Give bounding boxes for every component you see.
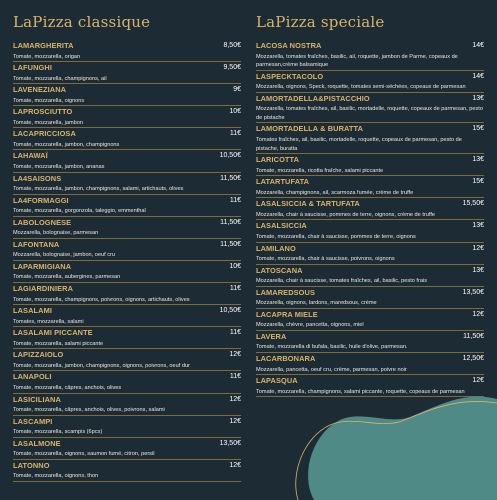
pizza-price: 13€ [472, 266, 484, 274]
pizza-price: 14€ [472, 72, 484, 80]
menu-item [13, 195, 241, 217]
pizza-price: 10€ [229, 262, 241, 270]
menu-item-header [256, 123, 484, 135]
pizza-price: 9,50€ [223, 64, 241, 72]
pizza-name: LAMORTADELLA & BURATTA [256, 124, 364, 134]
pizza-ingredients: Tomate, mozzarella, jambon [13, 119, 83, 126]
menu-item-header [13, 460, 241, 472]
pizza-price: 13€ [472, 94, 484, 102]
pizza-price: 11,50€ [463, 332, 484, 340]
pizza-price: 10€ [229, 108, 241, 116]
pizza-ingredients: Tomate, mozzarella, chair à saucisse, pommes de terre, oignons [256, 233, 416, 240]
menu-item-header [13, 416, 241, 428]
pizza-name: LASCAMPI [13, 416, 53, 426]
pizza-ingredients: Mozzarella, tomates fraîches, ail, basilic, mortadelle, roquette, copeaux de parmesan, pesto de pistache [256, 106, 483, 121]
pizza-name: LASALSICCIA [256, 221, 307, 231]
pizza-name: LAPASQUA [256, 376, 298, 386]
menu-item-header [13, 394, 241, 406]
pizza-name: LAPARMIGIANA [13, 261, 72, 271]
classique-list [13, 40, 241, 482]
menu-item [13, 150, 241, 172]
menu-item-header [13, 217, 241, 229]
menu-item-header [13, 305, 241, 317]
pizza-ingredients: Mozzarella, oignons, Speck, roquette, tomates semi-séchées, copeaux de parmesan [256, 84, 466, 91]
menu-item-header [256, 265, 484, 277]
menu-item-header [13, 128, 241, 140]
pizza-name: LAMAREDSOUS [256, 287, 315, 297]
menu-item [13, 416, 241, 438]
menu-item-header [13, 283, 241, 295]
pizza-name: LAGIARDINIERA [13, 284, 74, 294]
pizza-ingredients: Tomate, mozzarella, jambon, champignons, oignons, poivrons, oeuf dur [13, 362, 190, 369]
pizza-price: 13,50€ [462, 288, 484, 296]
menu-item [256, 198, 484, 220]
pizza-ingredients: Tomate, mozzarella, scampis (6pcs) [13, 429, 103, 436]
pizza-price: 12€ [229, 351, 241, 359]
pizza-ingredients: Mozzarella, chèvre, pancetta, oignons, miel [256, 322, 364, 329]
menu-item-header [13, 438, 241, 450]
pizza-ingredients: Tomate, mozzarella, champignons, salami piccante, roquette, copeaux de parmesan [256, 388, 465, 395]
pizza-name: LAVERA [256, 331, 287, 341]
pizza-ingredients: Mozzarella, bolognaise, jambon, oeuf cru [13, 252, 115, 259]
menu-item [13, 283, 241, 305]
pizza-name: LAMARGHERITA [13, 41, 74, 50]
menu-item [256, 93, 484, 124]
menu-item [256, 154, 484, 176]
pizza-ingredients: Tomate, mozzarella, aubergines, parmesan [13, 274, 121, 281]
menu-item-header [256, 198, 484, 210]
menu-item-header [13, 371, 241, 383]
pizza-ingredients: Mozzarella, chair à saucisse, pommes de terre, oignons, crème de truffe [256, 211, 435, 218]
menu-item-header [256, 243, 484, 255]
pizza-name: LACOSA NOSTRA [256, 41, 322, 50]
pizza-ingredients: Tomate, mozzarella, oignons [13, 97, 85, 104]
pizza-name: LASALAMI PICCANTE [13, 328, 93, 338]
menu-item [13, 438, 241, 460]
pizza-name: LATONNO [13, 460, 50, 470]
pizza-name: LATARTUFATA [256, 177, 310, 187]
menu-item-header [13, 173, 241, 185]
menu-item [13, 40, 241, 62]
pizza-ingredients: Tomate, mozzarella, oignons, thon [13, 473, 99, 480]
pizza-price: 10,50€ [219, 307, 241, 315]
menu-item-header [13, 349, 241, 361]
pizza-name: LAHAWAÏ [13, 151, 48, 161]
pizza-ingredients: Mozzarella, pancetta, oeuf cru, crème, parmesan, poivre noir [256, 366, 407, 373]
pizza-ingredients: Tomate, mozzarella, champignons, poivrons, oignons, artichauts, olives [13, 296, 190, 303]
decorative-wave-shape [250, 395, 497, 500]
pizza-price: 8,50€ [223, 42, 241, 49]
menu-item-header [13, 195, 241, 207]
pizza-ingredients: Tomate, mozzarella, câpres, anchois, olives, poivrons, salami [13, 407, 165, 413]
pizza-ingredients: Mozzarella, bolognaise, parmesan [13, 230, 99, 237]
pizza-price: 9€ [233, 86, 241, 94]
pizza-price: 13,50€ [219, 439, 241, 447]
classique-column [13, 12, 241, 482]
menu-item-header [256, 375, 484, 387]
pizza-name: LARICOTTA [256, 155, 300, 165]
classique-title: LaPizza classique [13, 13, 151, 31]
pizza-price: 12€ [472, 377, 484, 385]
pizza-price: 12,50€ [462, 355, 484, 362]
menu-item [13, 239, 241, 261]
pizza-ingredients: Mozzarella, champignons, ail, scarmoza fumée, crème de truffe [256, 189, 414, 196]
menu-item-header [256, 93, 484, 105]
pizza-name: LACARBONARA [256, 354, 316, 363]
pizza-ingredients: Tomate, mozzarella, oignons, saumon fumé, citron, persil [13, 451, 155, 458]
menu-item [13, 217, 241, 239]
menu-item [256, 309, 484, 331]
pizza-ingredients: Tomate, mozzarella, câpres, anchois, olives [13, 384, 122, 391]
pizza-price: 10,50€ [219, 152, 241, 160]
menu-item [256, 331, 484, 353]
pizza-name: LACAPRA MIELE [256, 309, 318, 319]
pizza-ingredients: Tomate, mozzarella, ricotta fraîche, salami piccante [256, 167, 384, 174]
pizza-price: 15€ [472, 125, 484, 133]
pizza-name: LA4SAISONS [13, 173, 62, 183]
menu-item [256, 71, 484, 93]
menu-item [13, 394, 241, 416]
pizza-ingredients: Tomate, mozzarella, jambon, champignons [13, 141, 120, 148]
pizza-ingredients: Tomate, mozzarella di bufala, basilic, huile d'olive, parmesan. [256, 344, 408, 351]
menu-item [13, 84, 241, 106]
pizza-ingredients: Tomate, mozzarella, gorgonzola, taleggio, emmenthal [13, 208, 146, 215]
pizza-name: LAFONTANA [13, 239, 60, 249]
menu-item [256, 287, 484, 309]
speciale-column [256, 12, 484, 397]
menu-item [13, 371, 241, 393]
pizza-ingredients: Tomates, mozzarella, salami [13, 318, 84, 325]
menu-item [256, 265, 484, 287]
menu-item [13, 305, 241, 327]
menu-item-header [256, 71, 484, 83]
pizza-price: 11€ [229, 329, 241, 337]
pizza-price: 11,50€ [220, 218, 241, 226]
menu-item-header [13, 106, 241, 118]
menu-item [256, 176, 484, 198]
pizza-name: LAMILANO [256, 243, 296, 253]
menu-item [13, 261, 241, 283]
pizza-name: LASALMONE [13, 438, 61, 448]
pizza-price: 14€ [472, 42, 484, 49]
menu-item [256, 123, 484, 154]
pizza-name: LAPROSCIUTTO [13, 107, 73, 117]
pizza-ingredients: Tomate, mozzarella, jambon, champignons, salami, artichauts, olives [13, 186, 184, 193]
pizza-name: LASALAMI [13, 306, 52, 316]
menu-item-header [13, 261, 241, 273]
menu-item [256, 40, 484, 71]
pizza-name: LABOLOGNESE [13, 217, 72, 227]
menu-item-header [256, 154, 484, 166]
pizza-name: LAPIZZAIOLO [13, 350, 64, 360]
pizza-ingredients: Mozzarella, tomates fraîches, basilic, ail, roquette, jambon de Parme, copeaux de parmesan,crème balsamique [256, 53, 458, 69]
pizza-price: 11,50€ [220, 240, 241, 248]
menu-item-header [256, 331, 484, 343]
pizza-name: LAFUNGHI [13, 63, 52, 73]
menu-item [256, 353, 484, 375]
pizza-price: 15€ [472, 178, 484, 186]
pizza-ingredients: Tomates fraîches, ail, basilic, mortadelle, roquette, copeaux de parmesan, pesto de pistache, buratta [256, 136, 462, 152]
pizza-price: 12€ [472, 310, 484, 318]
menu-item [256, 375, 484, 397]
pizza-price: 11€ [229, 285, 241, 293]
menu-item-header [13, 150, 241, 162]
pizza-price: 11€ [229, 373, 241, 381]
menu-item [13, 128, 241, 150]
pizza-name: LAVENEZIANA [13, 85, 67, 95]
menu-item-header [13, 239, 241, 251]
pizza-price: 11€ [229, 196, 241, 204]
pizza-price: 11€ [229, 130, 241, 138]
pizza-name: LASICILIANA [13, 394, 61, 404]
pizza-ingredients: Mozzarella, chair à saucisse, tomates fraîches, ail, basilic, pesto frais [256, 278, 427, 285]
pizza-ingredients: Tomate, mozzarella, chair à saucisse, poivrons, oignons [256, 256, 395, 263]
pizza-price: 13€ [472, 222, 484, 230]
pizza-name: LATOSCANA [256, 265, 303, 275]
pizza-price: 12€ [229, 395, 241, 403]
menu-item [13, 173, 241, 195]
pizza-ingredients: Tomate, mozzarella, champignons, ail [13, 75, 107, 82]
menu-item [13, 349, 241, 371]
pizza-price: 15,50€ [462, 200, 484, 208]
pizza-price: 12€ [229, 417, 241, 425]
pizza-name: LACAPRICCIOSA [13, 129, 76, 139]
menu-item-header [13, 327, 241, 339]
menu-item-header [13, 40, 241, 52]
menu-item-header [256, 220, 484, 232]
menu-item [13, 62, 241, 84]
menu-item-header [256, 353, 484, 365]
menu-item-header [256, 40, 484, 52]
pizza-price: 11,50€ [220, 174, 241, 182]
pizza-ingredients: Tomate, mozzarella, jambon, ananas [13, 163, 105, 170]
menu-item [256, 243, 484, 265]
menu-item-header [13, 62, 241, 74]
pizza-ingredients: Tomate, mozzarella, salami piccante [13, 340, 104, 347]
menu-item-header [13, 84, 241, 96]
pizza-name: LA4FORMAGGI [13, 195, 69, 205]
pizza-ingredients: Tomate, mozzarella, origan [13, 53, 81, 60]
menu-item [256, 220, 484, 242]
speciale-title: LaPizza speciale [256, 13, 385, 31]
pizza-price: 12€ [472, 244, 484, 252]
menu-item-header [256, 287, 484, 299]
menu-item [13, 106, 241, 128]
speciale-list [256, 40, 484, 397]
pizza-name: LANAPOLI [13, 372, 52, 382]
menu-item [13, 327, 241, 349]
pizza-name: LASPECKTACOLO [256, 71, 324, 81]
pizza-price: 13€ [472, 156, 484, 164]
pizza-ingredients: Mozzarella, oignons, lardons, maredsous, crème [256, 300, 377, 307]
pizza-name: LASALSICCIA & TARTUFATA [256, 199, 360, 209]
menu-item-header [256, 309, 484, 321]
pizza-name: LAMORTADELLA&PISTACCHIO [256, 93, 370, 103]
pizza-price: 12€ [229, 461, 241, 469]
menu-item-header [256, 176, 484, 188]
menu-item [13, 460, 241, 482]
